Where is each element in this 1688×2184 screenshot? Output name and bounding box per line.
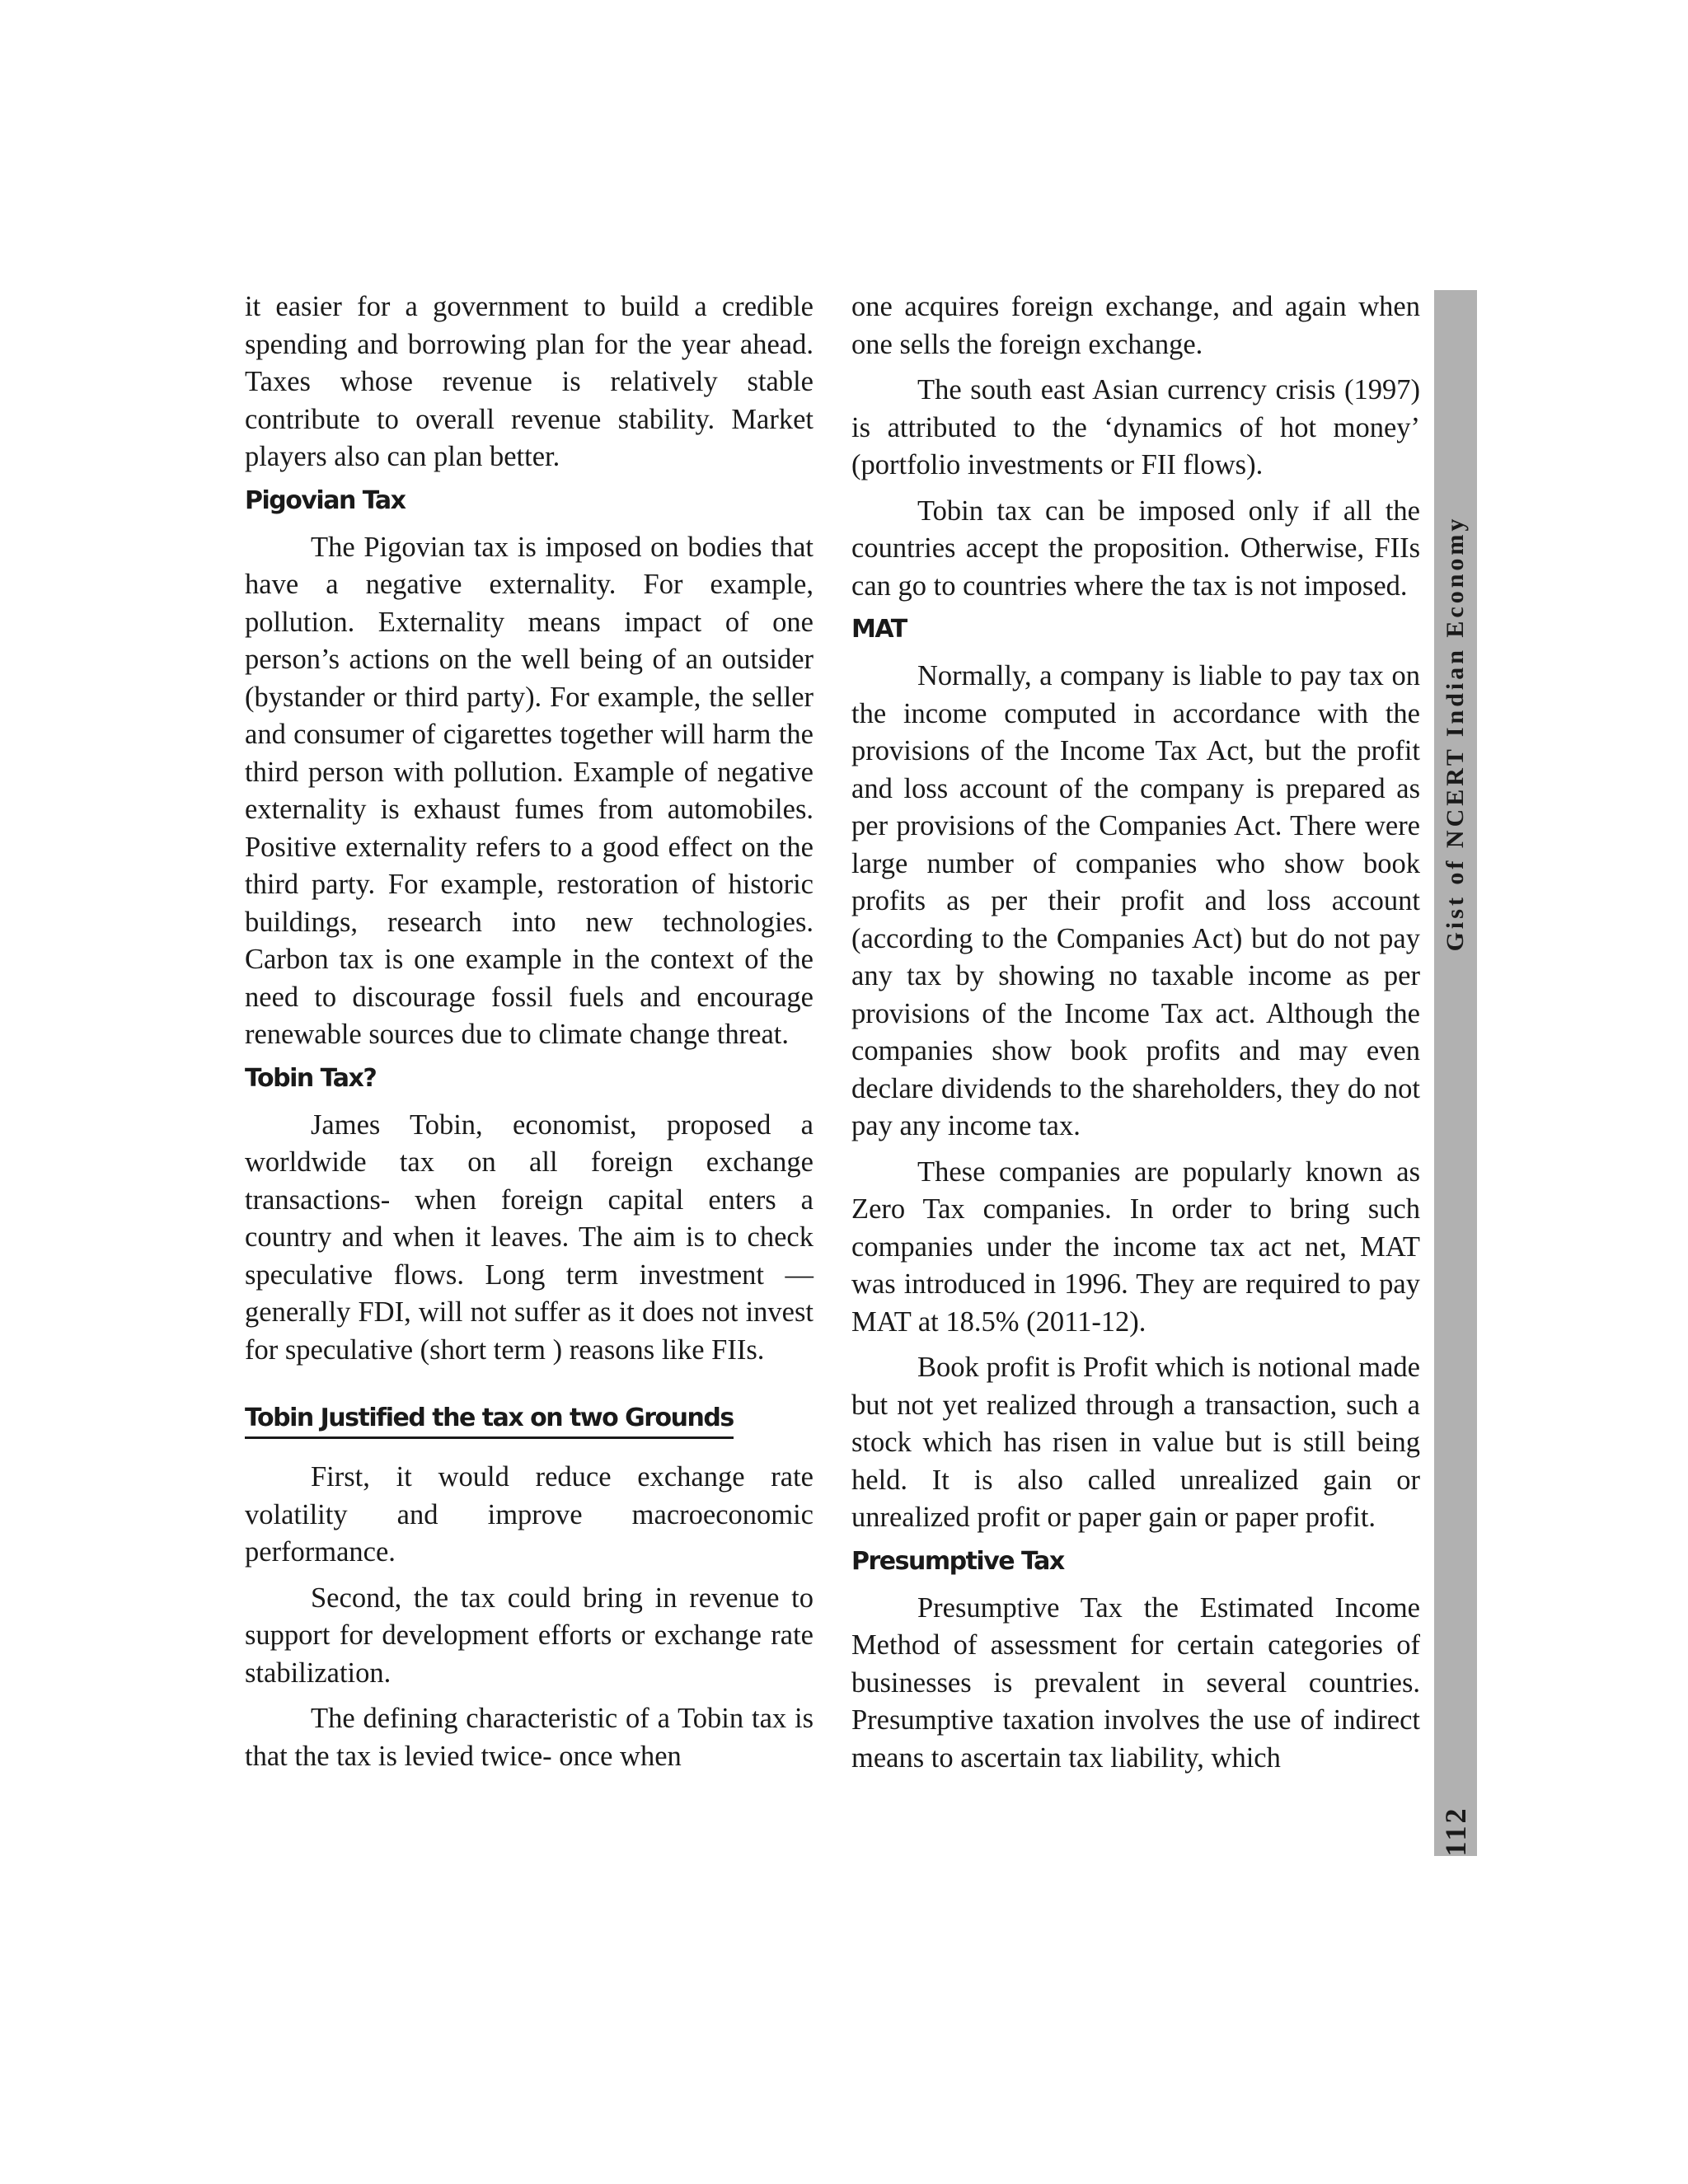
paragraph: The defining characteristic of a Tobin tax is that the tax is levied twice- once when bbox=[245, 1703, 814, 1772]
heading-pigovian-tax: Pigovian Tax bbox=[245, 485, 406, 515]
paragraph: These companies are popularly known as Zero Tax companies. In order to bring such companies under the income tax act net, MAT was introduced in 1996. They are required to pay MAT at 18.5% (2011-12). bbox=[851, 1155, 1420, 1338]
running-head-text: Gist of NCERT Indian Economy bbox=[1442, 515, 1469, 952]
heading-presumptive-tax: Presumptive Tax bbox=[851, 1546, 1064, 1576]
paragraph: it easier for a government to build a credible spending and borrowing plan for the year ahead. Taxes whose revenue is relatively stable contribute to overall revenue stability. Market players also can plan better. bbox=[245, 291, 814, 472]
paragraph: Presumptive Tax the Estimated Income Method of assessment for certain categories of businesses is prevalent in several countries. Presumptive taxation involves the use of indirect means to ascertain tax liability, which bbox=[851, 1591, 1420, 1774]
paragraph: Tobin tax can be imposed only if all the countries accept the proposition. Otherwise, FIIs can go to countries where the tax is not imposed. bbox=[851, 494, 1420, 602]
paragraph: The Pigovian tax is imposed on bodies that have a negative externality. For example, pollution. Externality means impact of one person’s actions on the well being of an outsider (bystander or third party). For example, the seller and consumer of cigarettes together will harm the third person with pollution. Example of negative externality is exhaust fumes from automobiles. Positive externality refers to a good effect on the third party. For example, restoration of historic buildings, research into new technologies. Carbon tax is one example in the context of the need to discourage fossil fuels and encourage renewable sources due to climate change threat. bbox=[245, 531, 814, 1050]
left-column bbox=[245, 288, 814, 1783]
paragraph: Second, the tax could bring in revenue to support for development efforts or exchange rate stabilization. bbox=[245, 1582, 814, 1689]
heading-tobin-tax: Tobin Tax? bbox=[245, 1063, 377, 1093]
page-number-text: 112 bbox=[1439, 1806, 1472, 1857]
paragraph: James Tobin, economist, proposed a worldwide tax on all foreign exchange transactions- when foreign capital enters a country and when it leaves. The aim is to check speculative flows. Long term investment — generally FDI, will not suffer as it does not invest for speculative (short term ) reasons like FIIs. bbox=[245, 1108, 814, 1366]
paragraph: Book profit is Profit which is notional made but not yet realized through a transaction, such a stock which has risen in value but is still being held. It is also called unrealized gain or unrealized profit or paper gain or paper profit. bbox=[851, 1352, 1420, 1533]
paragraph: one acquires foreign exchange, and again when one sells the foreign exchange. bbox=[851, 291, 1420, 360]
heading-mat: MAT bbox=[851, 615, 907, 644]
right-column bbox=[851, 288, 1420, 1785]
paragraph: Normally, a company is liable to pay tax on the income computed in accordance with the provisions of the Income Tax Act, but the profit and loss account of the company is prepared as per provisions of the Companies Act. There were large number of companies who show book profits as per their profit and loss account (according to the Companies Act) but do not pay any tax by showing no taxable income as per provisions of the Income Tax act. Although the companies show book profits and may even declare dividends to the shareholders, they do not pay any income tax. bbox=[851, 660, 1420, 1141]
heading-tobin-justified: Tobin Justified the tax on two Grounds bbox=[245, 1402, 734, 1439]
paragraph: The south east Asian currency crisis (1997) is attributed to the ‘dynamics of hot money’ (portfolio investments or FII flows). bbox=[851, 374, 1420, 480]
paragraph: First, it would reduce exchange rate volatility and improve macroeconomic performance. bbox=[245, 1461, 814, 1568]
